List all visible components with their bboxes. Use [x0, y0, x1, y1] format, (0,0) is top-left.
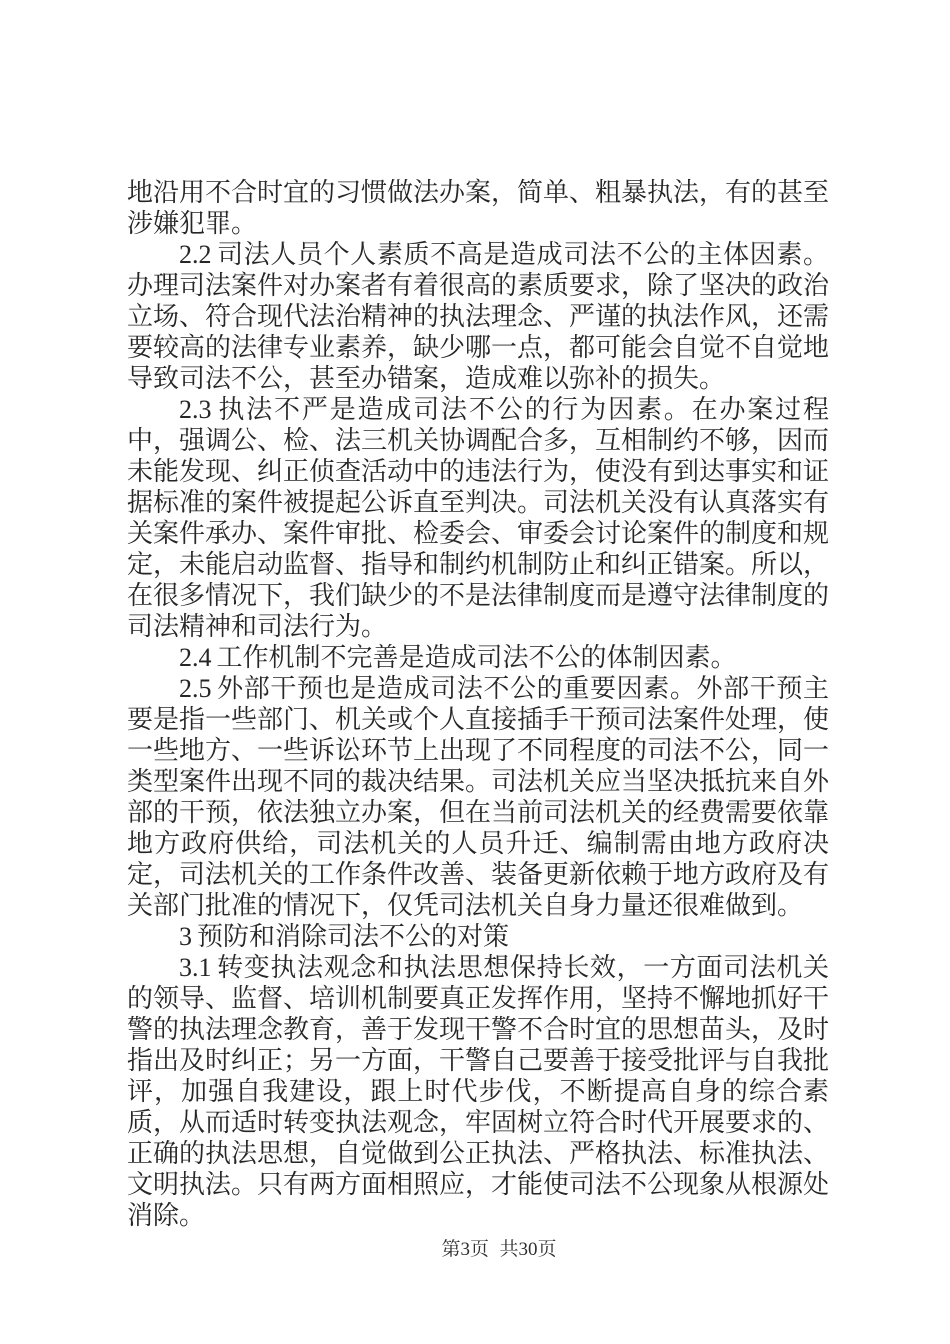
paragraph-2-2 [127, 239, 829, 394]
total-pages-label: 共30页 [499, 1239, 557, 1260]
section-number: 2.2 [179, 240, 212, 269]
current-page-label: 第3页 [441, 1239, 490, 1260]
paragraph-text: 转变执法观念和执法思想保持长效，一方面司法机关的领导、监督、培训机制要真正发挥作用，坚持不懈地抓好干警的执法理念教育，善于发现干警不合时宜的思想苗头，及时指出及时纠正；另一方面，干警自己要善于接受批评与自我批评，加强自我建设，跟上时代步伐，不断提高自身的综合素质，从而适时转变执法观念，牢固树立符合时代开展要求的、正确的执法思想，自觉做到公正执法、严格执法、标准执法、文明执法。只有两方面相照应，才能使司法不公现象从根源处消除。 [127, 953, 830, 1230]
section-number: 2.3 [179, 395, 212, 424]
document-body [127, 177, 829, 1231]
section-number: 3.1 [179, 953, 212, 982]
page-footer [0, 1238, 950, 1261]
paragraph-text: 预防和消除司法不公的对策 [197, 922, 510, 951]
paragraph-continuation [127, 177, 829, 239]
paragraph-2-4 [127, 642, 829, 673]
paragraph-3-1 [127, 952, 829, 1231]
section-number: 3 [179, 922, 192, 951]
paragraph-text: 工作机制不完善是造成司法不公的体制因素。 [216, 643, 737, 672]
section-number: 2.4 [179, 643, 212, 672]
paragraph-text: 司法人员个人素质不高是造成司法不公的主体因素。办理司法案件对办案者有着很高的素质要求，除了坚决的政治立场、符合现代法治精神的执法理念、严谨的执法作风，还需要较高的法律专业素养，缺少哪一点，都可能会自觉不自觉地导致司法不公，甚至办错案，造成难以弥补的损失。 [127, 240, 830, 393]
section-number: 2.5 [179, 674, 212, 703]
paragraph-text: 外部干预也是造成司法不公的重要因素。外部干预主要是指一些部门、机关或个人直接插手干预司法案件处理，使一些地方、一些诉讼环节上出现了不同程度的司法不公，同一类型案件出现不同的裁决结果。司法机关应当坚决抵抗来自外部的干预，依法独立办案，但在当前司法机关的经费需要依靠地方政府供给，司法机关的人员升迁、编制需由地方政府决定，司法机关的工作条件改善、装备更新依赖于地方政府及有关部门批准的情况下，仅凭司法机关自身力量还很难做到。 [127, 674, 830, 920]
paragraph-heading-3 [127, 921, 829, 952]
paragraph-text: 地沿用不合时宜的习惯做法办案，简单、粗暴执法，有的甚至涉嫌犯罪。 [127, 178, 830, 238]
paragraph-2-3 [127, 394, 829, 642]
paragraph-text: 执法不严是造成司法不公的行为因素。在办案过程中，强调公、检、法三机关协调配合多，互相制约不够，因而未能发现、纠正侦查活动中的违法行为，使没有到达事实和证据标准的案件被提起公诉直至判决。司法机关没有认真落实有关案件承办、案件审批、检委会、审委会讨论案件的制度和规定，未能启动监督、指导和制约机制防止和纠正错案。所以，在很多情况下，我们缺少的不是法律制度而是遵守法律制度的司法精神和司法行为。 [127, 395, 830, 641]
paragraph-2-5 [127, 673, 829, 921]
